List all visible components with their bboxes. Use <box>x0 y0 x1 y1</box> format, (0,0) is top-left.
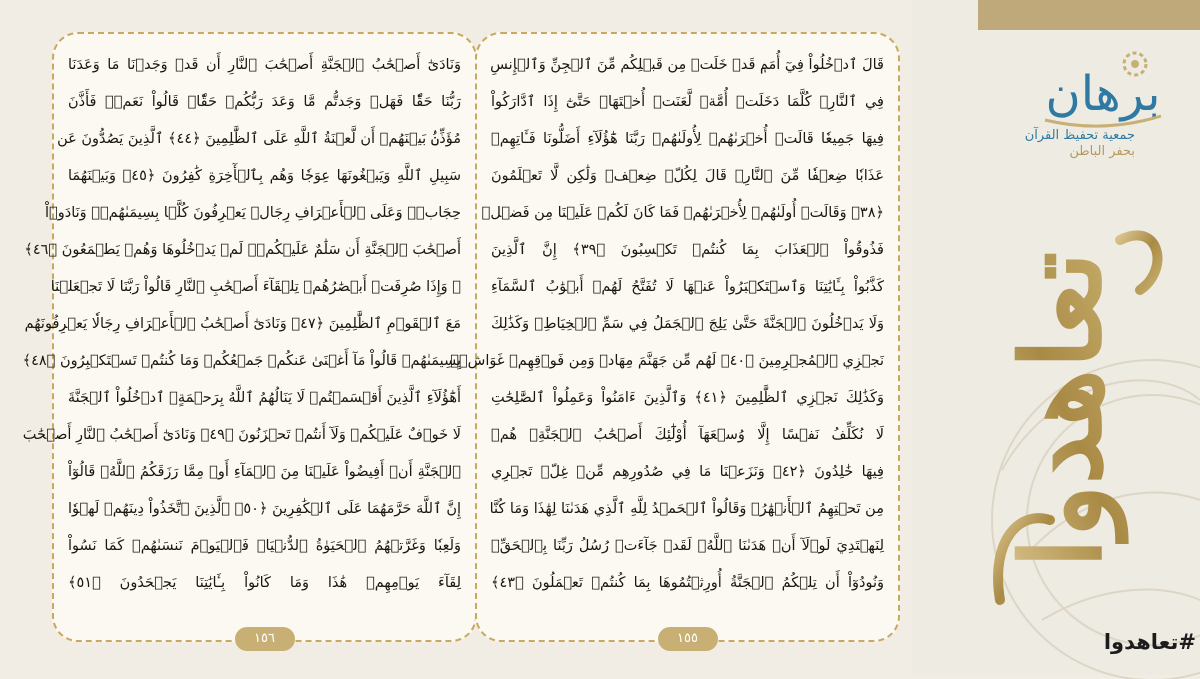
verse-line: حِجَابٞۚ وَعَلَى ٱلۡأَعۡرَافِ رِجَالٞ يَعۡرِفُونَ كُلَّۢا بِسِيمَىٰهُمۡۚ وَنَادَوۡاْ <box>45 205 461 221</box>
verse-line: بِسِيمَىٰهُمۡ قَالُواْ مَآ أَغۡنَىٰ عَنكُمۡ جَمۡعُكُمۡ وَمَا كُنتُمۡ تَسۡتَكۡبِرُونَ ﴿٤٨﴾ <box>22 353 461 369</box>
verse-line: لَا خَوۡفٌ عَلَيۡكُمۡ وَلَآ أَنتُمۡ تَحۡزَنُونَ ﴿٤٩﴾ وَنَادَىٰٓ أَصۡحَٰبُ ٱلنَّارِ أَصۡحَٰبَ <box>22 427 461 443</box>
verse-line: وَلَا يَدۡخُلُونَ ٱلۡجَنَّةَ حَتَّىٰ يَلِجَ ٱلۡجَمَلُ فِي سَمِّ ٱلۡخِيَاطِۚ وَكَذَٰلِكَ <box>491 316 884 332</box>
logo-wordmark: برهان <box>1045 66 1161 122</box>
verse-line: لَا نُكَلِّفُ نَفۡسًا إِلَّا وُسۡعَهَآ أُوْلَٰٓئِكَ أَصۡحَٰبُ ٱلۡجَنَّةِۖ هُمۡ <box>491 427 884 443</box>
verse-line: لِقَآءَ يَوۡمِهِمۡ هَٰذَا وَمَا كَانُواْ بِـَٔايَٰتِنَا يَجۡحَدُونَ ﴿٥١﴾ <box>68 575 461 591</box>
verse-line: أَصۡحَٰبَ ٱلۡجَنَّةِ أَن سَلَٰمٌ عَلَيۡكُمۡۚ لَمۡ يَدۡخُلُوهَا وَهُمۡ يَطۡمَعُونَ ﴿٤٦﴾ <box>24 242 461 258</box>
verse-line: ٱلۡجَنَّةِ أَنۡ أَفِيضُواْ عَلَيۡنَا مِنَ ٱلۡمَآءِ أَوۡ مِمَّا رَزَقَكُمُ ٱللَّهُۚ قَالُوٓاْ <box>68 464 461 480</box>
calligraphy-word: تعاهدوا <box>997 251 1126 569</box>
verse-line: فِي ٱلنَّارِۖ كُلَّمَا دَخَلَتۡ أُمَّةٞ لَّعَنَتۡ أُخۡتَهَاۖ حَتَّىٰٓ إِذَا ٱدَّارَكُواْ <box>491 94 884 110</box>
verse-line: وَكَذَٰلِكَ نَجۡزِي ٱلظَّٰلِمِينَ ﴿٤١﴾ وَٱلَّذِينَ ءَامَنُواْ وَعَمِلُواْ ٱلصَّٰلِحَٰتِ <box>491 390 884 406</box>
verse-line: عَذَابٗا ضِعۡفٗا مِّنَ ٱلنَّارِۖ قَالَ لِكُلّٖ ضِعۡفٞ وَلَٰكِن لَّا تَعۡلَمُونَ <box>491 168 884 184</box>
verse-line: ۞ وَإِذَا صُرِفَتۡ أَبۡصَٰرُهُمۡ تِلۡقَآءَ أَصۡحَٰبِ ٱلنَّارِ قَالُواْ رَبَّنَا لَا تَجۡعَلۡنَا <box>50 279 461 295</box>
verse-line: سَبِيلِ ٱللَّهِ وَيَبۡغُونَهَا عِوَجٗا وَهُم بِٱلۡأٓخِرَةِ كَٰفِرُونَ ﴿٤٥﴾ وَبَيۡنَهُمَا <box>68 168 461 184</box>
top-accent-bar <box>978 0 1200 30</box>
verse-line: لِنَهۡتَدِيَ لَوۡلَآ أَنۡ هَدَىٰنَا ٱللَّهُۖ لَقَدۡ جَآءَتۡ رُسُلُ رَبِّنَا بِٱلۡحَقِّۖ <box>491 538 884 554</box>
verse-line: وَنُودُوٓاْ أَن تِلۡكُمُ ٱلۡجَنَّةُ أُورِثۡتُمُوهَا بِمَا كُنتُمۡ تَعۡمَلُونَ ﴿٤٣﴾ <box>491 575 884 591</box>
verse-line: وَنَادَىٰٓ أَصۡحَٰبُ ٱلۡجَنَّةِ أَصۡحَٰبَ ٱلنَّارِ أَن قَدۡ وَجَدۡنَا مَا وَعَدَنَا <box>68 57 461 73</box>
verse-line: فَذُوقُواْ ٱلۡعَذَابَ بِمَا كُنتُمۡ تَكۡسِبُونَ ﴿٣٩﴾ إِنَّ ٱلَّذِينَ <box>491 242 884 258</box>
page-lines <box>450 48 884 600</box>
organization-city: بحفر الباطن <box>1069 144 1135 159</box>
verse-line: فِيهَا خَٰلِدُونَ ﴿٤٢﴾ وَنَزَعۡنَا مَا فِي صُدُورِهِم مِّنۡ غِلّٖ تَجۡرِي <box>491 464 884 480</box>
page-number: ١٥٥ <box>658 627 718 651</box>
verse-line: مِن تَحۡتِهِمُ ٱلۡأَنۡهَٰرُۖ وَقَالُواْ ٱلۡحَمۡدُ لِلَّهِ ٱلَّذِي هَدَىٰنَا لِهَٰذَا وَمَا كُنَّا <box>489 501 884 517</box>
verse-line: ﴿٣٨﴾ وَقَالَتۡ أُولَىٰهُمۡ لِأُخۡرَىٰهُمۡ فَمَا كَانَ لَكُمۡ عَلَيۡنَا مِن فَضۡلٖ <box>481 205 884 221</box>
page-number: ١٥٦ <box>235 627 295 651</box>
hashtag-label: #تعاهدوا <box>1103 630 1196 654</box>
organization-name: جمعية تحفيظ القرآن <box>1024 128 1135 143</box>
verse-line: كَذَّبُواْ بِـَٔايَٰتِنَا وَٱسۡتَكۡبَرُواْ عَنۡهَا لَا تُفَتَّحُ لَهُمۡ أَبۡوَٰبُ ٱلسَّمَآءِ <box>491 279 884 295</box>
verse-line: نَجۡزِي ٱلۡمُجۡرِمِينَ ﴿٤٠﴾ لَهُم مِّن جَهَنَّمَ مِهَادٞ وَمِن فَوۡقِهِمۡ غَوَاشٖۚ <box>450 353 884 369</box>
verse-line: أَهَٰٓؤُلَآءِ ٱلَّذِينَ أَقۡسَمۡتُمۡ لَا يَنَالُهُمُ ٱللَّهُ بِرَحۡمَةٍۚ ٱدۡخُلُواْ ٱلۡجَنَّةَ <box>67 390 461 406</box>
verse-line: وَلَعِبٗا وَغَرَّتۡهُمُ ٱلۡحَيَوٰةُ ٱلدُّنۡيَاۚ فَٱلۡيَوۡمَ نَنسَىٰهُمۡ كَمَا نَسُواْ <box>68 538 461 554</box>
verse-line: مَعَ ٱلۡقَوۡمِ ٱلظَّٰلِمِينَ ﴿٤٧﴾ وَنَادَىٰٓ أَصۡحَٰبُ ٱلۡأَعۡرَافِ رِجَالٗا يَعۡرِفُونَهُم <box>24 316 461 332</box>
verse-line: فِيهَا جَمِيعٗا قَالَتۡ أُخۡرَىٰهُمۡ لِأُولَىٰهُمۡ رَبَّنَا هَٰٓؤُلَآءِ أَضَلُّونَا فَـَٔاتِهِمۡ <box>491 131 884 147</box>
verse-line: إِنَّ ٱللَّهَ حَرَّمَهُمَا عَلَى ٱلۡكَٰفِرِينَ ﴿٥٠﴾ ٱلَّذِينَ ٱتَّخَذُواْ دِينَهُمۡ لَهۡوٗا <box>68 501 461 517</box>
verse-line: رَبُّنَا حَقّٗا فَهَلۡ وَجَدتُّم مَّا وَعَدَ رَبُّكُمۡ حَقّٗاۖ قَالُواْ نَعَمۡۚ فَأَذَّنَ <box>68 94 461 110</box>
mushaf-page-156 <box>22 32 477 646</box>
verse-line: قَالَ ٱدۡخُلُواْ فِيٓ أُمَمٖ قَدۡ خَلَتۡ مِن قَبۡلِكُم مِّنَ ٱلۡجِنِّ وَٱلۡإِنسِ <box>490 57 884 73</box>
calligraphy-artwork <box>930 180 1190 610</box>
mushaf-page-155 <box>450 32 900 646</box>
page-lines <box>22 48 461 600</box>
verse-line: مُؤَذِّنُۢ بَيۡنَهُمۡ أَن لَّعۡنَةُ ٱللَّهِ عَلَى ٱلظَّٰلِمِينَ ﴿٤٤﴾ ٱلَّذِينَ يَصُدُّونَ عَن <box>57 131 461 147</box>
